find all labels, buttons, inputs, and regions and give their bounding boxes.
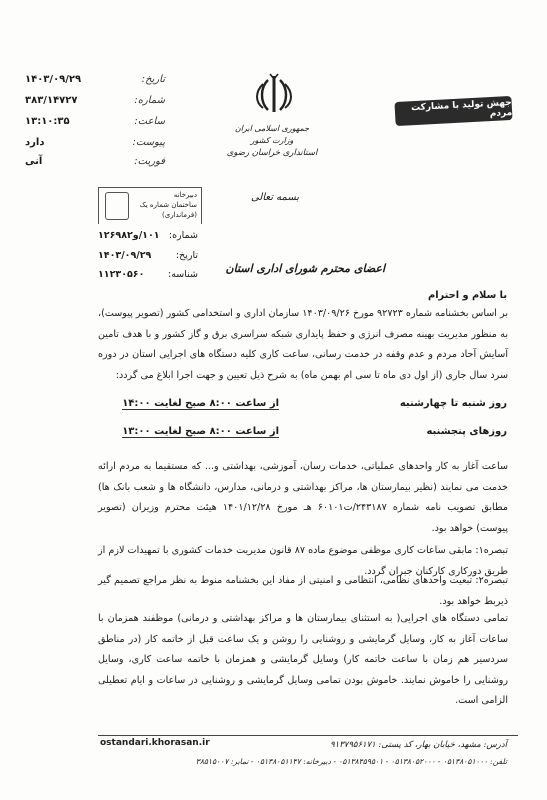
stamp-head1: دبیرخانه <box>173 191 197 199</box>
paragraph-1: بر اساس بخشنامه شماره ۹۲۷۲۳ مورخ ۱۴۰۳/۰۹/۲۶ سازمان اداری و استخدامی کشور (تصویر پیوست)، به منظور مدیریت بهینه مصرف انرژی و حفظ پایداری شبکه سراسری برق و گاز کشور و با هدف تامین آسایش آحاد مردم و عدم وقفه در خدمت رسانی، ساعت کاری کلیه دستگاه های اجرایی استان در دوره سرد سال جاری (از اول دی ماه تا سی ام بهمن ماه) به شرح ذیل تعیین و جهت اجرا ابلاغ می گردد: <box>98 308 508 381</box>
org-line1: جمهوری اسلامی ایران <box>234 124 310 133</box>
slogan-text: جهش تولید با مشارکت مردم <box>410 97 513 120</box>
stamp-number-value: ۱۰۱/و۱۲۶۹۸۲ <box>98 230 160 241</box>
org-line2: وزارت کشور <box>250 136 294 145</box>
schedule-2-days: روزهای پنجشنبه <box>426 426 507 437</box>
stamp-emblem-icon <box>105 192 129 220</box>
schedule-1-hours: از ساعت ۸:۰۰ صبح لغایت ۱۴:۰۰ <box>122 398 279 409</box>
meta-time-row <box>25 116 165 133</box>
org-line3: استانداری خراسان رضوی <box>226 148 318 158</box>
slogan-logo <box>394 96 512 126</box>
footer-divider <box>98 735 518 736</box>
stamp-id-row <box>98 269 198 280</box>
meta-attachment-label: پیوست: <box>132 137 165 148</box>
stamp-id-value: ۱۱۲۳۰۵۶۰ <box>98 269 145 280</box>
footer-address: آدرس: مشهد، خیابان بهار، کد پستی: ۹۱۳۷۹۵۶۱۷۱ <box>330 740 507 750</box>
stamp-head2: ساختمان شماره یک <box>139 201 197 209</box>
meta-priority-value: آنی <box>25 156 43 167</box>
org-block <box>222 123 322 159</box>
paragraph-3: تمامی دستگاه های اجرایی( به استثنای بیمارستان ها و مراکز بهداشتی و درمانی) موظفند همزمان با ساعات آغاز به کار، وسایل گرمایشی و روشنایی را روشن و یک ساعت قبل از خاتمه کار (در مناطق سردسیر هم زمان با ساعت خاتمه کار) وسایل گرمایشی و همزمان با خاتمه ساعت کاری، وسایل روشنایی را خاموش نمایند. خاموش بودن تمامی وسایل گرمایشی و روشنایی در ساعات و ایام تعطیلی الزامی است. <box>98 613 508 707</box>
meta-attachment-value: دارد <box>25 137 45 148</box>
stamp-head <box>139 190 197 220</box>
stamp-id-label: شناسه: <box>168 269 198 280</box>
footer-phone: تلفن: ۰۵۱۳۸۰۵۱۰۰۰ - ۰۵۱۳۸۰۵۲۰۰۰ - ۰۵۱۳۸۴۵۹۵۰۱ - دبیرخانه: ۰۵۱۳۸۰۵۱۱۴۷ - نمابر: ۳۸۵۱۵۰۰۷ <box>195 757 507 766</box>
greeting: با سلام و احترام <box>428 290 507 301</box>
stamp-number-label: شماره: <box>168 230 198 241</box>
meta-number-label: شماره: <box>134 95 165 106</box>
meta-time-value: ۱۳:۱۰:۳۵ <box>25 116 70 127</box>
recipient: اعضای محترم شورای اداری استان <box>225 262 385 275</box>
registry-stamp-body <box>98 224 202 286</box>
stamp-head3: (فرمانداری) <box>162 211 197 219</box>
meta-number-row <box>25 95 165 112</box>
meta-date-label: تاریخ: <box>141 74 165 85</box>
iran-emblem-icon <box>250 72 298 118</box>
meta-attachment-row <box>25 137 165 154</box>
meta-date-row <box>25 74 165 91</box>
registry-stamp-header <box>98 187 202 224</box>
schedule-1-days: روز شنبه تا چهارشنبه <box>399 398 507 409</box>
stamp-date-label: تاریخ: <box>175 250 198 261</box>
schedule-2-hours: از ساعت ۸:۰۰ صبح لغایت ۱۳:۰۰ <box>122 426 279 437</box>
note-1: تبصره۱: مابقی ساعات کاری موظفی موضوع ماده ۸۷ قانون مدیریت خدمات کشوری با تمهیدات لازم از طریق دورکاری کارکنان جبران گردد. <box>98 545 509 577</box>
meta-priority-row <box>25 156 165 173</box>
basmala: بسمه تعالی <box>250 192 300 203</box>
paragraph-2: ساعت آغاز به کار واحدهای عملیاتی، خدمات رسان، آموزشی، بهداشتی و... که مستقیما به مردم ارائه خدمت می نمایند (نظیر بیمارستان ها، مراکز بهداشتی و درمانی، مدارس، دانشگاه ها و شعب بانک ها) مطابق تصویب نامه شماره ۲۴۳۱۸۷/ت۶۰۱۰۱ هـ مورخ ۱۴۰۱/۱۲/۲۸ هیئت محترم وزیران (تصویر پیوست) خواهد بود. <box>98 461 508 534</box>
stamp-number-row <box>98 230 198 241</box>
meta-time-label: ساعت: <box>134 116 165 127</box>
stamp-date-row <box>98 250 198 261</box>
footer-website-link[interactable]: ostandari.khorasan.ir <box>100 738 210 748</box>
stamp-date-value: ۱۴۰۳/۰۹/۲۹ <box>98 250 152 261</box>
meta-priority-label: فوریت: <box>134 156 165 167</box>
note-2: تبصره۲: تبعیت واحدهای نظامی، انتظامی و امنیتی از مفاد این بخشنامه منوط به نظر مراجع تصمیم گیر ذیربط خواهد بود. <box>98 575 508 607</box>
meta-number-value: ۳۸۳/۱۴۷۲۷ <box>25 95 78 106</box>
meta-date-value: ۱۴۰۳/۰۹/۲۹ <box>25 74 82 85</box>
